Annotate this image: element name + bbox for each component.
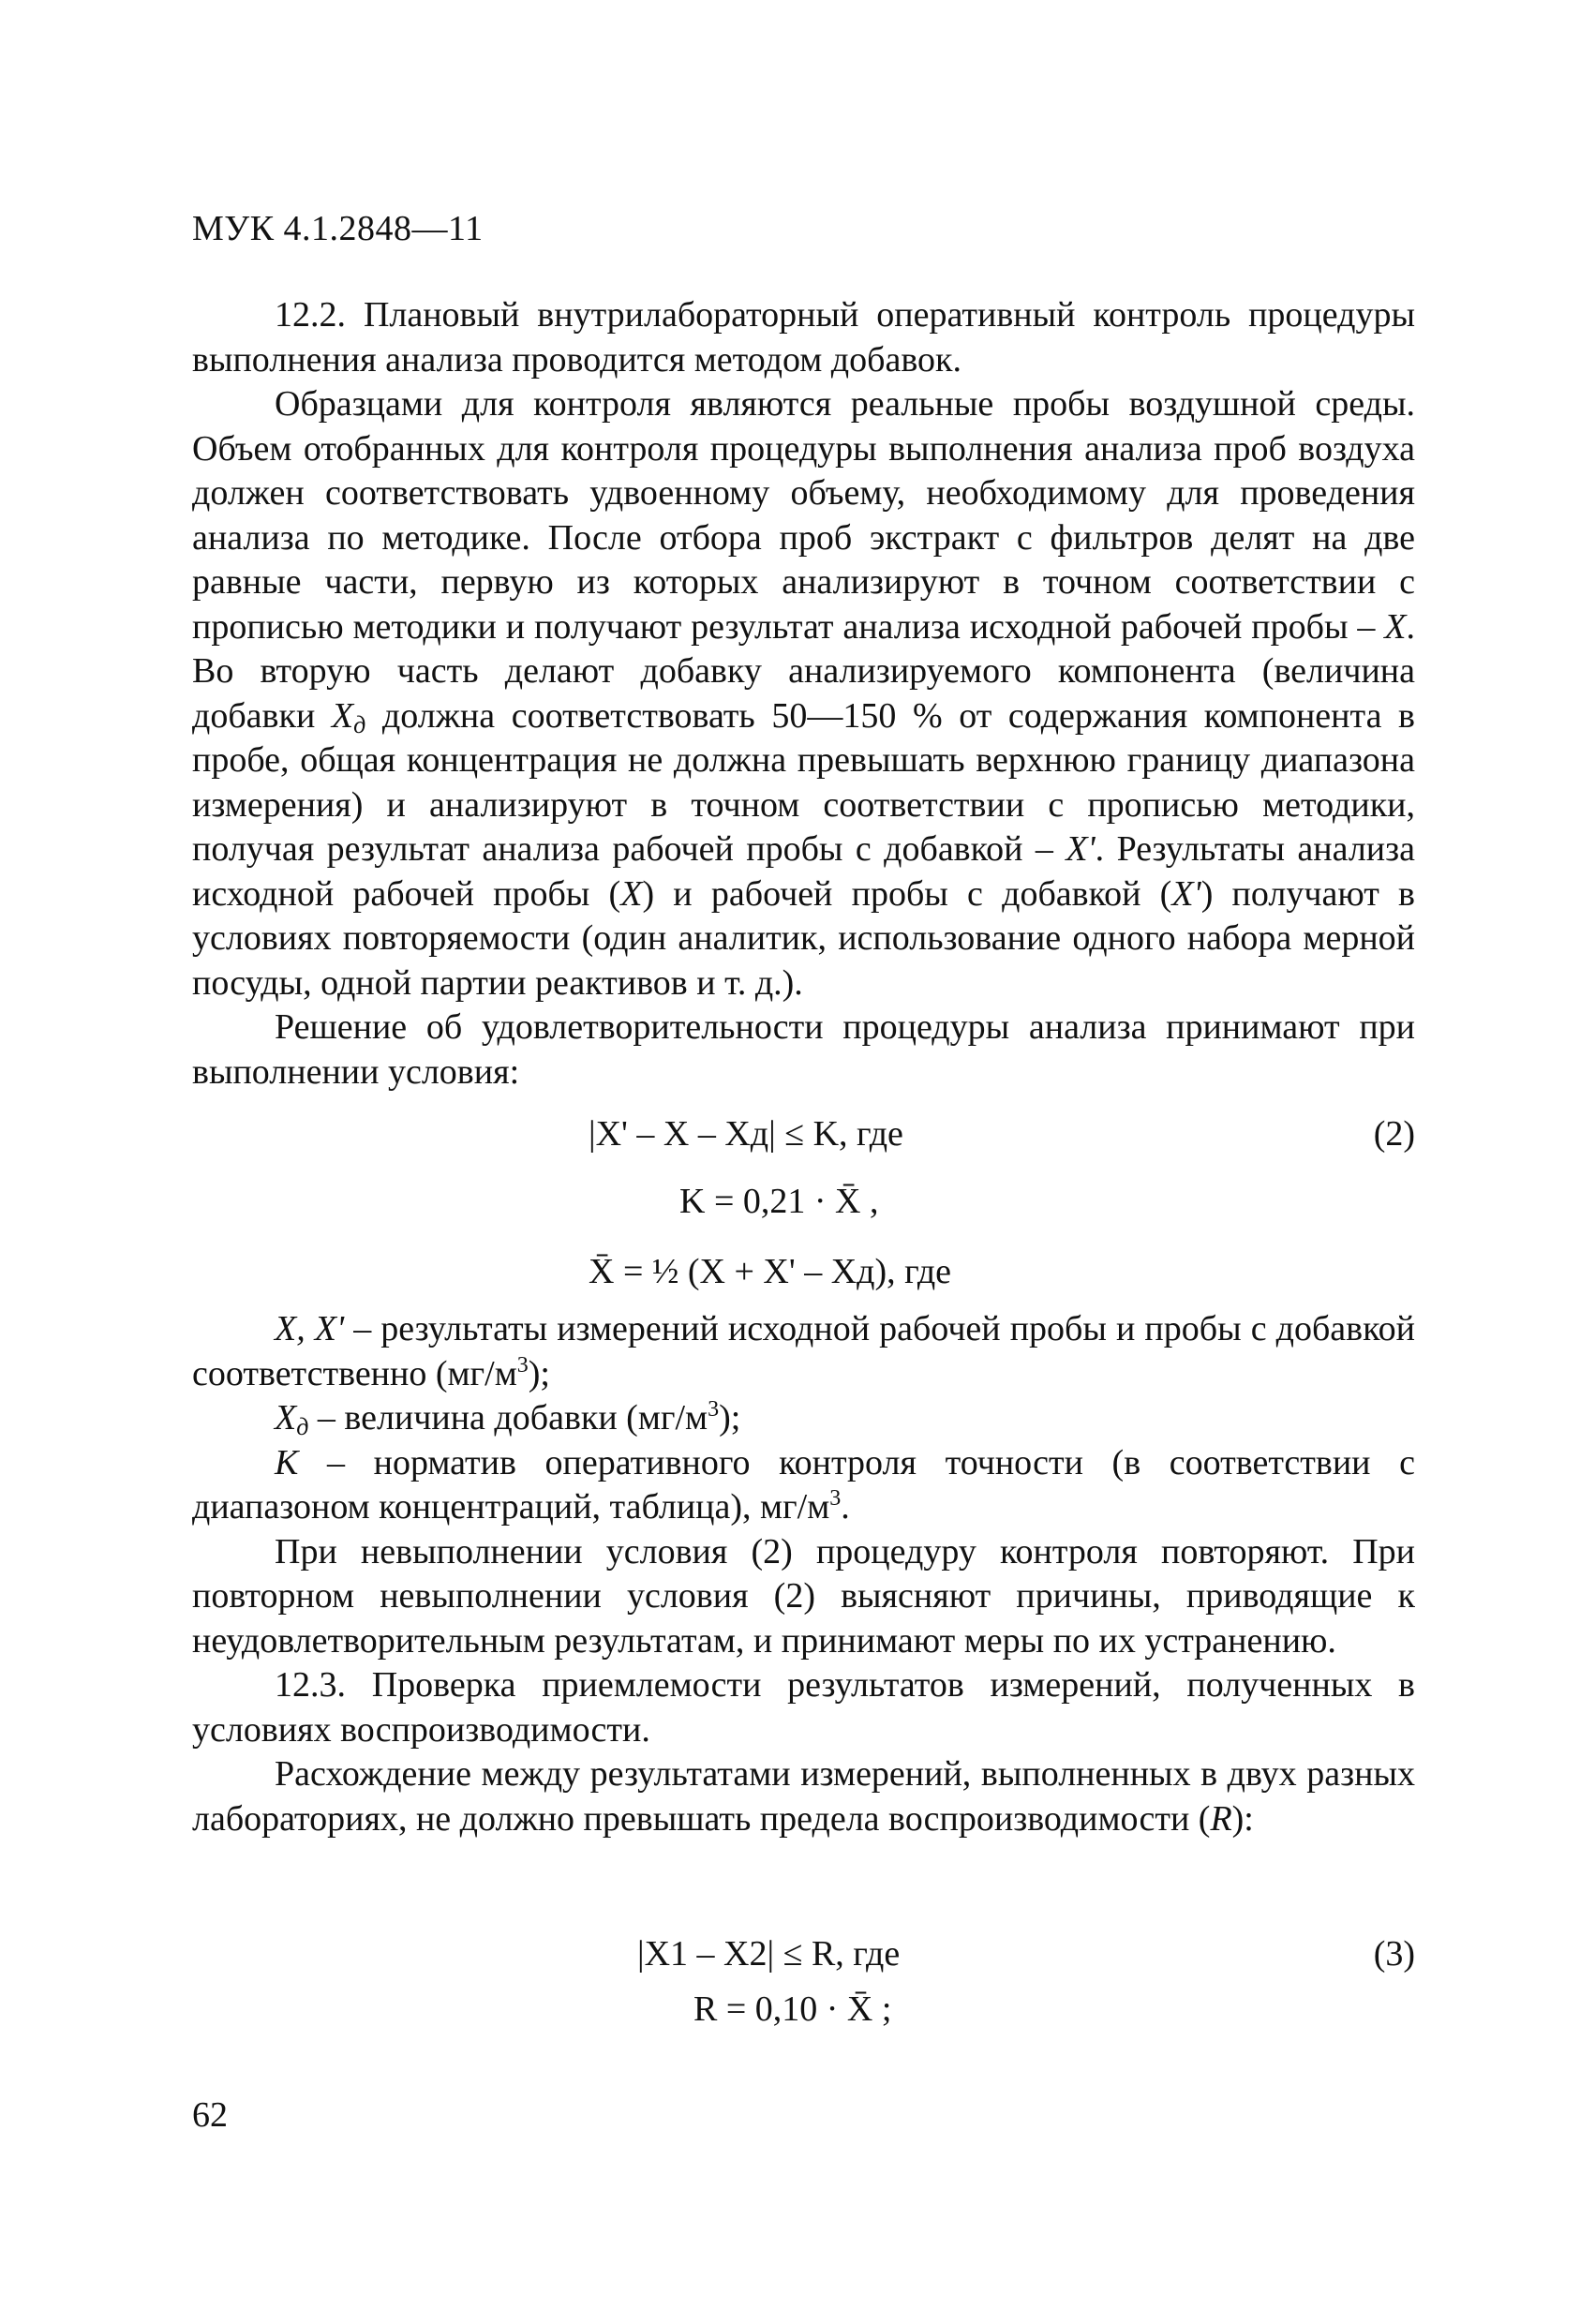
text-fragment: – величина добавки (мг/м bbox=[308, 1398, 708, 1438]
text-fragment: Образцами для контроля являются реальные пробы воздушной среды. Объем отобранных для контроля процедуры выполнения анализа проб воздуха должен соответствовать удвоенному объему, необходимому для проведения анализа по методике. После отбора проб экстракт с фильтров делят на две равные части, первую из которых анализируют в точном соответствии с прописью методики и получают результат анализа исходной рабочей пробы – bbox=[192, 384, 1415, 647]
definitions-text bbox=[192, 1307, 1415, 1841]
definition-x-xprime bbox=[192, 1307, 1415, 1396]
equation-3-line-2: R = 0,10 · X̄ ; bbox=[693, 1989, 892, 2029]
text-fragment: ); bbox=[528, 1353, 550, 1393]
text-fragment: . Во вторую часть делают добавку анализируемого компонента (величина добавки bbox=[192, 606, 1415, 736]
equation-2-number: (2) bbox=[1373, 1114, 1415, 1154]
text-fragment: . Результаты анализа исходной рабочей пробы ( bbox=[192, 829, 1415, 914]
symbol-x: X bbox=[1384, 606, 1407, 647]
symbol-x: X bbox=[620, 873, 643, 914]
paragraph-control-samples bbox=[192, 382, 1415, 1006]
text-fragment: ) получают в условиях повторяемости (один аналитик, использование одного набора мерной посуды, одной партии реактивов и т. д.). bbox=[192, 873, 1415, 1003]
document-code-header: МУК 4.1.2848—11 bbox=[192, 209, 484, 248]
paragraph-decision-condition: Решение об удовлетворительности процедуры анализа принимают при выполнении условия: bbox=[192, 1007, 1415, 1092]
paragraph-12-3-title: 12.3. Проверка приемлемости результатов измерений, полученных в условиях воспроизводимости. bbox=[192, 1665, 1415, 1750]
symbol-k: K bbox=[275, 1442, 299, 1482]
text-fragment: ) и рабочей пробы с добавкой ( bbox=[642, 873, 1172, 914]
paragraph-reproducibility bbox=[192, 1752, 1415, 1841]
symbol-base: X bbox=[331, 695, 354, 736]
symbol-x-d bbox=[275, 1398, 308, 1438]
definition-x-d bbox=[192, 1396, 1415, 1441]
page-number: 62 bbox=[192, 2095, 228, 2135]
symbol-x-d bbox=[332, 696, 365, 736]
equation-2-line-3: X̄ = ½ (X + X' – Xд), где bbox=[589, 1252, 952, 1291]
text-fragment: Расхождение между результатами измерений, выполненных в двух разных лабораториях, не должно превышать предела воспроизводимости ( bbox=[192, 1754, 1415, 1839]
text-fragment: должна соответствовать 50—150 % от содержания компонента в пробе, общая концентрация не должна превышать верхнюю границу диапазона измерения) и анализируют в точном соответствии с прописью методики, получая результат анализа рабочей пробы с добавкой – bbox=[192, 695, 1415, 869]
equation-3-line-1: |X1 – X2| ≤ R, где bbox=[637, 1934, 901, 1974]
symbol-x-prime: X' bbox=[1066, 829, 1096, 869]
equation-2-line-2: K = 0,21 · X̄ , bbox=[679, 1182, 879, 1221]
symbol-base: X bbox=[275, 1398, 297, 1438]
superscript-3: 3 bbox=[516, 1352, 529, 1378]
section-12-2-text bbox=[192, 293, 1415, 1095]
symbol-subscript: д bbox=[353, 710, 366, 738]
definition-k bbox=[192, 1441, 1415, 1530]
paragraph-repeat-control: При невыполнении условия (2) процедуру контроля повторяют. При повторном невыполнении условия (2) выясняют причины, приводящие к неудовлетворительным результатам, и принимают меры по их устранению. bbox=[192, 1531, 1415, 1661]
equation-2-line-1: |X' – X – Xд| ≤ K, где bbox=[589, 1114, 903, 1154]
text-fragment: – норматив оперативного контроля точности (в соответствии с диапазоном концентраций, таблица), мг/м bbox=[192, 1442, 1415, 1527]
symbol-x-prime: X' bbox=[1171, 873, 1201, 914]
text-fragment: ): bbox=[1231, 1798, 1254, 1839]
paragraph-12-2-title: 12.2. Плановый внутрилабораторный оперативный контроль процедуры выполнения анализа проводится методом добавок. bbox=[192, 295, 1415, 380]
text-fragment: – результаты измерений исходной рабочей пробы и пробы с добавкой соответственно (мг/м bbox=[192, 1309, 1415, 1393]
symbol-subscript: д bbox=[296, 1413, 309, 1440]
text-fragment: . bbox=[841, 1487, 850, 1527]
superscript-3: 3 bbox=[829, 1486, 842, 1511]
symbol-x-xprime: X, X' bbox=[275, 1309, 345, 1348]
text-fragment: ); bbox=[719, 1398, 741, 1438]
symbol-r: R bbox=[1210, 1798, 1232, 1839]
equation-3-number: (3) bbox=[1373, 1934, 1415, 1974]
superscript-3: 3 bbox=[708, 1397, 720, 1422]
